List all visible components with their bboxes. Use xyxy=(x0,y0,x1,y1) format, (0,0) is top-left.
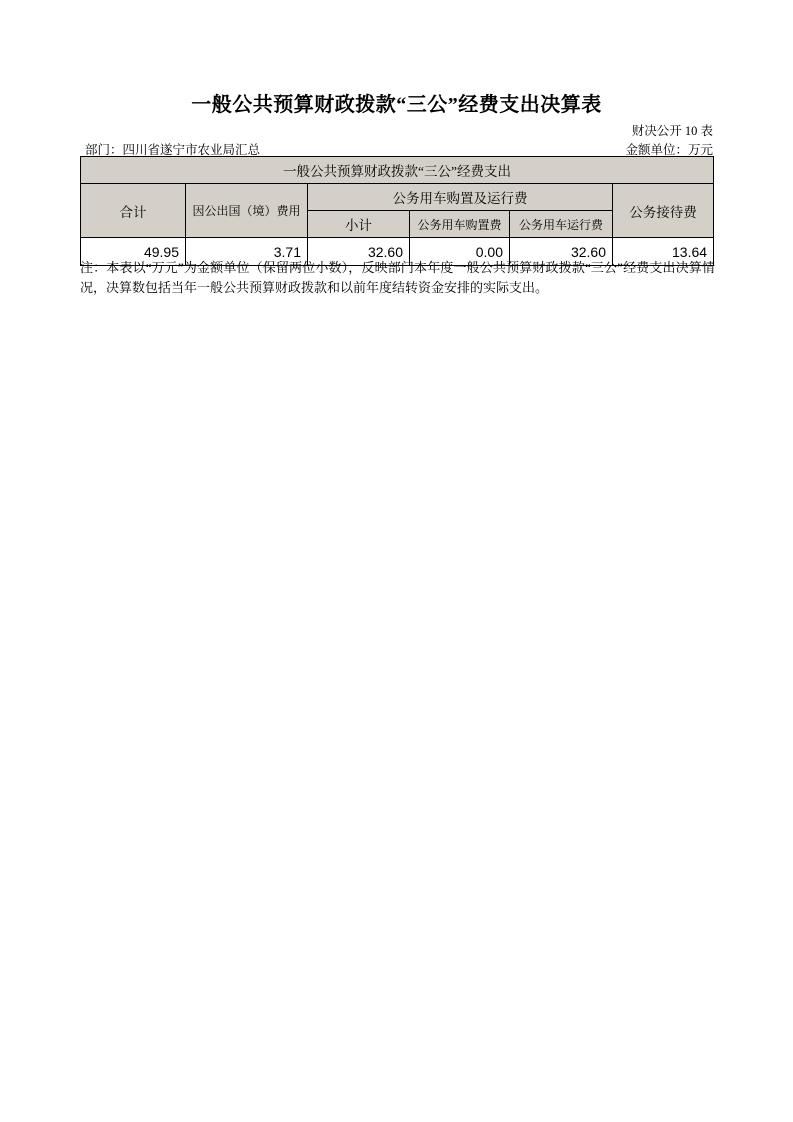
value-vehicle-purchase: 0.00 xyxy=(410,238,510,266)
value-abroad: 3.71 xyxy=(186,238,308,266)
table-row-group-header xyxy=(81,157,714,184)
col-header-vehicle-purchase: 公务用车购置费 xyxy=(410,211,510,238)
value-vehicle-subtotal: 32.60 xyxy=(308,238,410,266)
col-header-vehicle-group: 公务用车购置及运行费 xyxy=(308,184,613,211)
value-total: 49.95 xyxy=(81,238,186,266)
col-header-hospitality: 公务接待费 xyxy=(613,184,714,238)
col-header-total: 合计 xyxy=(81,184,186,238)
department-label: 部门：四川省遂宁市农业局汇总 xyxy=(85,143,261,157)
value-hospitality: 13.64 xyxy=(613,238,714,266)
col-header-vehicle-operation: 公务用车运行费 xyxy=(510,211,613,238)
sheet-number: 财决公开 10 表 xyxy=(631,124,713,138)
group-header-cell: 一般公共预算财政拨款“三公”经费支出 xyxy=(81,157,714,184)
expenditure-table xyxy=(80,156,714,266)
table-row-header-1 xyxy=(81,184,714,211)
value-vehicle-operation: 32.60 xyxy=(510,238,613,266)
page-title: 一般公共预算财政拨款“三公”经费支出决算表 xyxy=(191,94,602,116)
amount-unit: 金额单位：万元 xyxy=(625,143,713,157)
col-header-abroad: 因公出国（境）费用 xyxy=(186,184,308,238)
col-header-vehicle-subtotal: 小计 xyxy=(308,211,410,238)
table-note: 注：本表以“万元”为金额单位（保留两位小数），反映部门本年度一般公共预算财政拨款“三公”经费支出决算情况，决算数包括当年一般公共预算财政拨款和以前年度结转资金安排的实际支出。 xyxy=(80,260,715,295)
